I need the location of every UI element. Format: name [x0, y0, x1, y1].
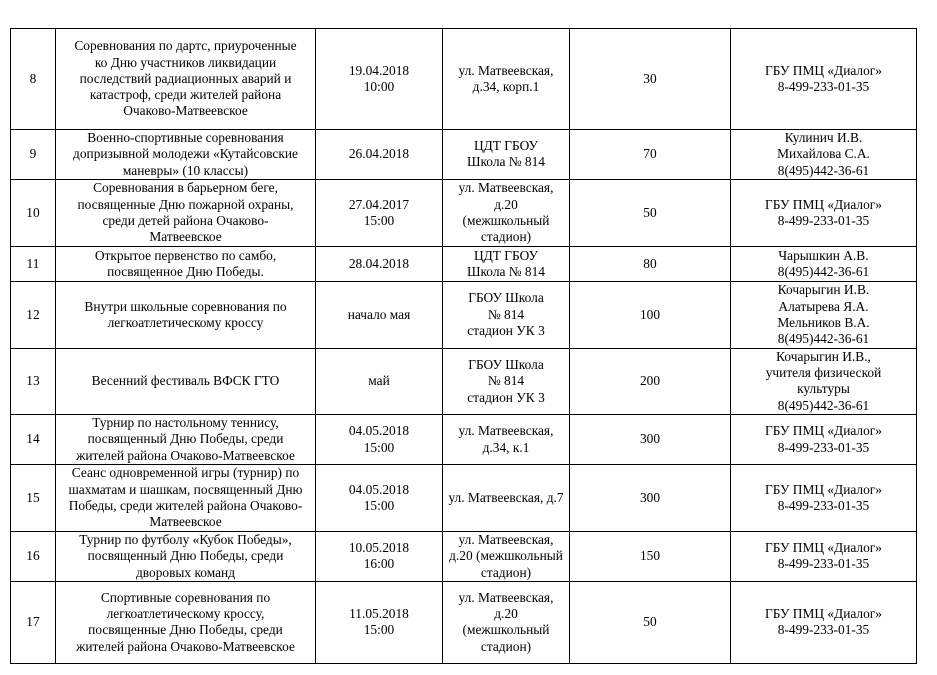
event-place-cell: ГБОУ Школа № 814 стадион УК 3	[443, 281, 570, 348]
event-place-cell: ул. Матвеевская, д.7	[443, 464, 570, 531]
responsible-contact-cell: ГБУ ПМЦ «Диалог» 8-499-233-01-35	[731, 179, 917, 246]
event-date-cell: май	[316, 348, 443, 414]
event-name-cell: Турнир по настольному теннису, посвященный Дню Победы, среди жителей района Очаково-Матвеевское	[56, 415, 316, 465]
row-number-cell: 8	[11, 29, 56, 130]
table-row	[11, 246, 917, 281]
event-place-cell: ЦДТ ГБОУ Школа № 814	[443, 130, 570, 180]
event-name-cell: Внутри школьные соревнования по легкоатлетическому кроссу	[56, 281, 316, 348]
participants-count-cell: 70	[570, 130, 731, 180]
participants-count-cell: 80	[570, 246, 731, 281]
event-date-cell: 26.04.2018	[316, 130, 443, 180]
responsible-contact-cell: Кулинич И.В. Михайлова С.А. 8(495)442-36-61	[731, 130, 917, 180]
event-name-cell: Сеанс одновременной игры (турнир) по шахматам и шашкам, посвященный Дню Победы, среди жителей района Очаково- Матвеевское	[56, 464, 316, 531]
row-number-cell: 13	[11, 348, 56, 414]
responsible-contact-cell: Кочарыгин И.В. Алатырева Я.А. Мельников В.А. 8(495)442-36-61	[731, 281, 917, 348]
row-number-cell: 16	[11, 531, 56, 581]
table-row	[11, 130, 917, 180]
event-place-cell: ул. Матвеевская, д.34, к.1	[443, 415, 570, 465]
responsible-contact-cell: Кочарыгин И.В., учителя физической культуры 8(495)442-36-61	[731, 348, 917, 414]
events-table-body	[11, 29, 917, 664]
event-name-cell: Спортивные соревнования по легкоатлетическому кроссу, посвященные Дню Победы, среди жителей района Очаково-Матвеевское	[56, 581, 316, 663]
row-number-cell: 15	[11, 464, 56, 531]
event-date-cell: начало мая	[316, 281, 443, 348]
table-row	[11, 581, 917, 663]
participants-count-cell: 50	[570, 581, 731, 663]
participants-count-cell: 30	[570, 29, 731, 130]
row-number-cell: 11	[11, 246, 56, 281]
row-number-cell: 12	[11, 281, 56, 348]
row-number-cell: 10	[11, 179, 56, 246]
event-place-cell: ул. Матвеевская, д.20 (межшкольный стадион)	[443, 581, 570, 663]
table-row	[11, 464, 917, 531]
participants-count-cell: 200	[570, 348, 731, 414]
event-name-cell: Весенний фестиваль ВФСК ГТО	[56, 348, 316, 414]
row-number-cell: 17	[11, 581, 56, 663]
responsible-contact-cell: ГБУ ПМЦ «Диалог» 8-499-233-01-35	[731, 464, 917, 531]
table-row	[11, 281, 917, 348]
responsible-contact-cell: ГБУ ПМЦ «Диалог» 8-499-233-01-35	[731, 29, 917, 130]
responsible-contact-cell: ГБУ ПМЦ «Диалог» 8-499-233-01-35	[731, 531, 917, 581]
row-number-cell: 9	[11, 130, 56, 180]
table-row	[11, 348, 917, 414]
participants-count-cell: 300	[570, 415, 731, 465]
participants-count-cell: 300	[570, 464, 731, 531]
event-place-cell: ЦДТ ГБОУ Школа № 814	[443, 246, 570, 281]
event-date-cell: 27.04.2017 15:00	[316, 179, 443, 246]
event-place-cell: ул. Матвеевская, д.34, корп.1	[443, 29, 570, 130]
responsible-contact-cell: Чарышкин А.В. 8(495)442-36-61	[731, 246, 917, 281]
event-name-cell: Соревнования в барьерном беге, посвященные Дню пожарной охраны, среди детей района Очаково- Матвеевское	[56, 179, 316, 246]
events-table	[10, 28, 917, 664]
event-place-cell: ГБОУ Школа № 814 стадион УК 3	[443, 348, 570, 414]
table-row	[11, 531, 917, 581]
event-place-cell: ул. Матвеевская, д.20 (межшкольный стадион)	[443, 531, 570, 581]
event-date-cell: 04.05.2018 15:00	[316, 464, 443, 531]
responsible-contact-cell: ГБУ ПМЦ «Диалог» 8-499-233-01-35	[731, 581, 917, 663]
table-row	[11, 179, 917, 246]
participants-count-cell: 100	[570, 281, 731, 348]
event-date-cell: 11.05.2018 15:00	[316, 581, 443, 663]
participants-count-cell: 150	[570, 531, 731, 581]
participants-count-cell: 50	[570, 179, 731, 246]
event-date-cell: 19.04.2018 10:00	[316, 29, 443, 130]
event-date-cell: 04.05.2018 15:00	[316, 415, 443, 465]
event-place-cell: ул. Матвеевская, д.20 (межшкольный стадион)	[443, 179, 570, 246]
event-name-cell: Турнир по футболу «Кубок Победы», посвященный Дню Победы, среди дворовых команд	[56, 531, 316, 581]
row-number-cell: 14	[11, 415, 56, 465]
event-name-cell: Соревнования по дартс, приуроченные ко Дню участников ликвидации последствий радиационных аварий и катастроф, среди жителей района Очаково-Матвеевское	[56, 29, 316, 130]
table-row	[11, 415, 917, 465]
event-date-cell: 10.05.2018 16:00	[316, 531, 443, 581]
event-name-cell: Открытое первенство по самбо, посвященное Дню Победы.	[56, 246, 316, 281]
responsible-contact-cell: ГБУ ПМЦ «Диалог» 8-499-233-01-35	[731, 415, 917, 465]
event-name-cell: Военно-спортивные соревнования допризывной молодежи «Кутайсовские маневры» (10 классы)	[56, 130, 316, 180]
event-date-cell: 28.04.2018	[316, 246, 443, 281]
table-row	[11, 29, 917, 130]
